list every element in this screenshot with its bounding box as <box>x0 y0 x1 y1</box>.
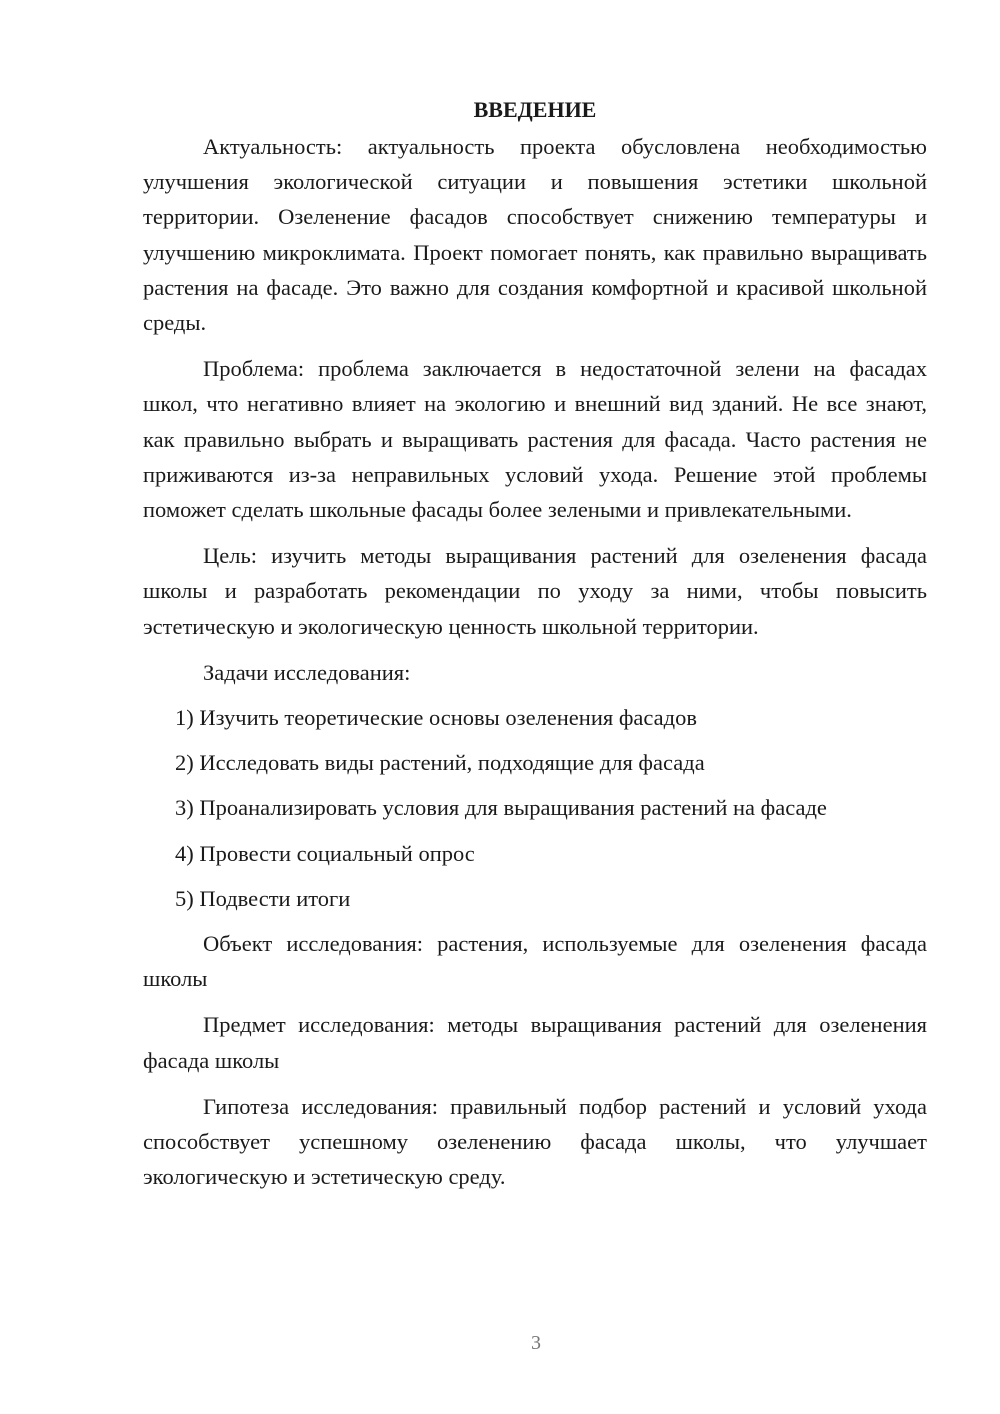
section-title: ВВЕДЕНИЕ <box>473 97 597 122</box>
task-item: 3) Проанализировать условия для выращивания растений на фасаде <box>175 795 827 821</box>
page-content <box>143 92 927 1205</box>
paragraph-problem: Проблема: проблема заключается в недостаточной зелени на фасадах школ, что негативно влияет на экологию и внешний вид зданий. Не все знают, как правильно выбрать и выращивать растения для фасада. Часто растения не приживаются из-за неправильных условий ухода. Решение этой проблемы поможет сделать школьные фасады более зелеными и привлекательными. <box>143 356 927 523</box>
paragraph-hypothesis: Гипотеза исследования: правильный подбор растений и условий ухода способствует успешному озеленению фасада школы, что улучшает экологическую и эстетическую среду. <box>143 1093 927 1190</box>
task-item: 1) Изучить теоретические основы озеленения фасадов <box>175 705 697 731</box>
paragraph-object: Объект исследования: растения, используемые для озеленения фасада школы <box>143 931 927 992</box>
paragraph-subject: Предмет исследования: методы выращивания растений для озеленения фасада школы <box>143 1012 927 1073</box>
paragraph-relevance: Актуальность: актуальность проекта обусловлена необходимостью улучшения экологической ситуации и повышения эстетики школьной территории. Озеленение фасадов способствует снижению температуры и улучшению микроклимата. Проект помогает понять, как правильно выращивать растения на фасаде. Это важно для создания комфортной и красивой школьной среды. <box>143 134 927 336</box>
tasks-heading: Задачи исследования: <box>203 659 411 685</box>
page-number: 3 <box>531 1332 541 1354</box>
task-item: 4) Провести социальный опрос <box>175 840 475 866</box>
task-item: 5) Подвести итоги <box>175 885 351 911</box>
task-list <box>143 700 927 916</box>
task-item: 2) Исследовать виды растений, подходящие для фасада <box>175 750 705 776</box>
paragraph-goal: Цель: изучить методы выращивания растений для озеленения фасада школы и разработать рекомендации по уходу за ними, чтобы повысить эстетическую и экологическую ценность школьной территории. <box>143 543 927 639</box>
